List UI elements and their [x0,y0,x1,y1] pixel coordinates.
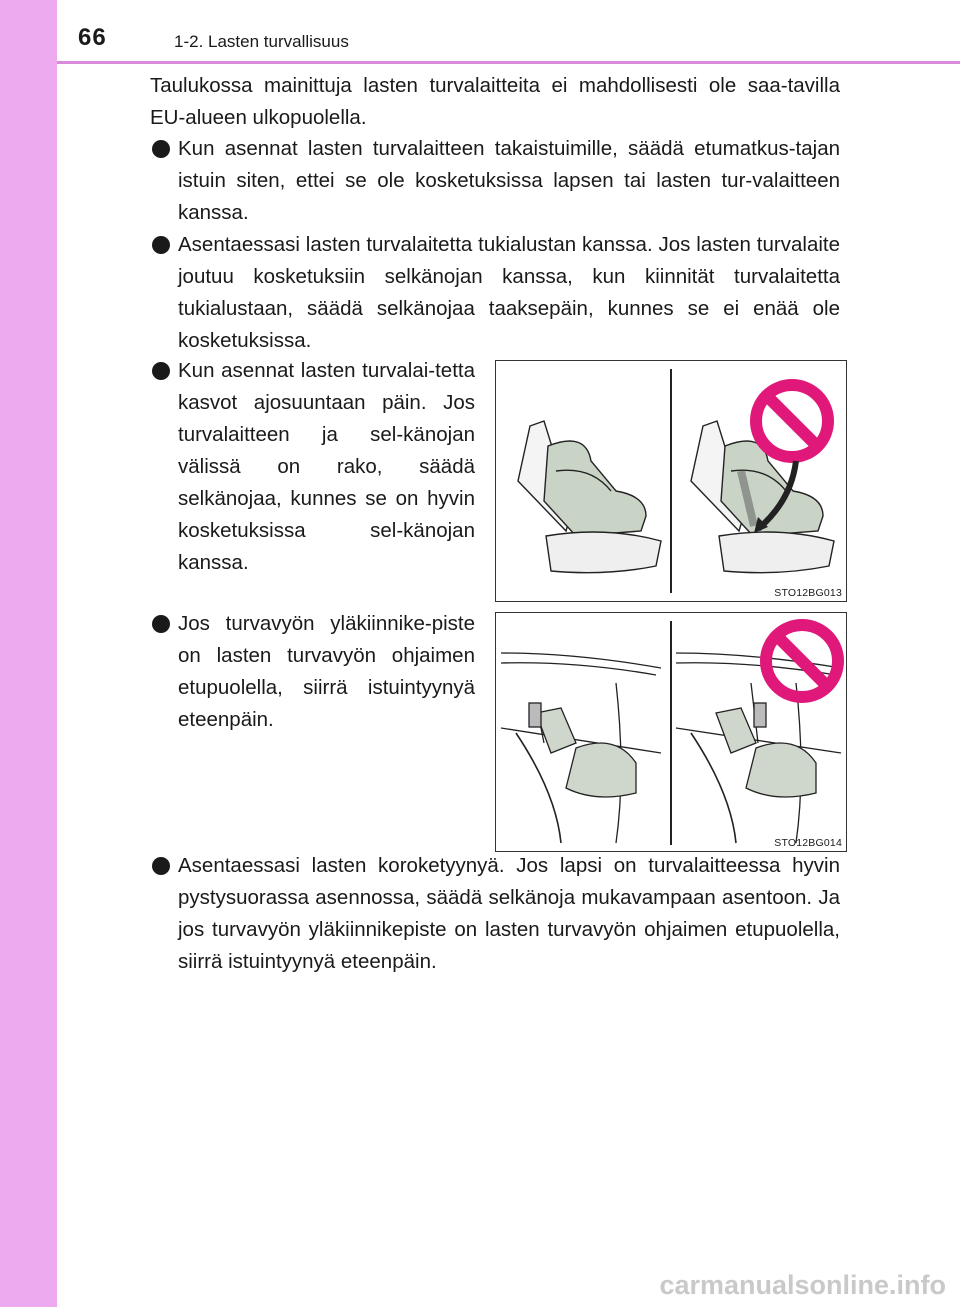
side-color-tab [0,0,57,1307]
watermark: carmanualsonline.info [659,1270,946,1300]
figure-code: STO12BG013 [774,587,842,599]
bullet-dot-icon [152,236,170,254]
header-rule [57,61,960,64]
bullet-dot-icon [152,140,170,158]
section-title: 1-2. Lasten turvallisuus [174,32,349,51]
bullet-item [150,133,840,229]
bullet-text: Asentaessasi lasten koroketyynyä. Jos lapsi on turvalaitteessa hyvin pystysuorassa asennossa, säädä selkänoja mukavampaan asentoon. Ja jos turvavyön yläkiinnikepiste on lasten turvavyön ohjaimen etupuolella, siirrä istuintyynyä eteenpäin. [178,854,840,973]
bullet-text: Kun asennat lasten turvalai-tetta kasvot ajosuuntaan päin. Jos turvalaitteen ja sel-känojan välissä on rako, säädä selkänojaa, kunnes se on hyvin kosketuksissa sel-känojan kanssa. [178,359,475,574]
bullet-item [150,229,840,357]
prohibition-icon [766,625,838,697]
bullet-text: Asentaessasi lasten turvalaitetta tukialustan kanssa. Jos lasten turvalaite joutuu kosketuksiin selkänojan kanssa, kun kiinnität turvalaitetta tukialustaan, säädä selkänojaa taaksepäin, kunnes se ei enää ole kosketuksissa. [178,233,840,352]
bullet-item [150,355,475,579]
bullet-dot-icon [152,857,170,875]
bullet-text: Kun asennat lasten turvalaitteen takaistuimille, säädä etumatkus-tajan istuin siten, ettei se ole kosketuksissa lapsen tai lasten tur-valaitteen kanssa. [178,137,840,224]
bullet-item [150,608,475,736]
bullet-dot-icon [152,362,170,380]
prohibition-icon [756,385,828,457]
bullet-dot-icon [152,615,170,633]
figure-belt-anchor [495,612,847,852]
seat-illustration [496,361,846,601]
bullet-item [150,850,840,978]
booster-illustration [496,613,846,851]
bullet-text: Jos turvavyön yläkiinnike-piste on lasten turvavyön ohjaimen etupuolella, siirrä istuintyynyä eteenpäin. [178,612,475,731]
intro-paragraph: Taulukossa mainittuja lasten turvalaitteita ei mahdollisesti ole saa-tavilla EU-alueen ulkopuolella. [150,74,840,129]
figure-seatback-contact [495,360,847,602]
page-number: 66 [78,24,107,51]
figure-code: STO12BG014 [774,837,842,849]
